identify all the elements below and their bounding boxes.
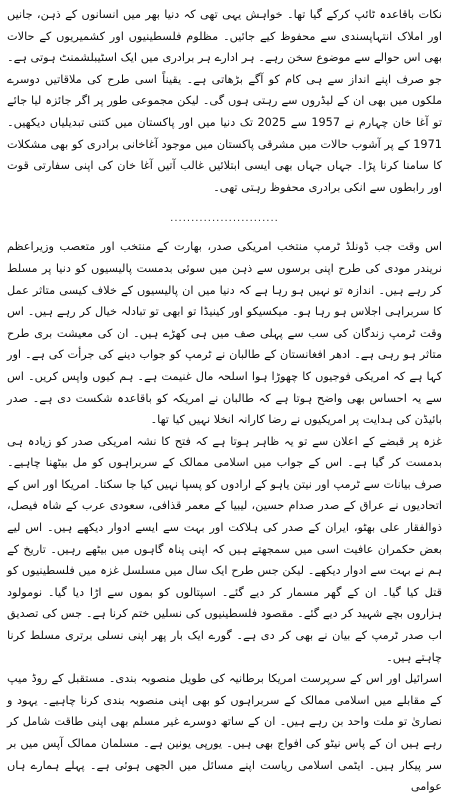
article-section-two (7, 236, 442, 797)
paragraph-aga-khan-legacy: نکات باقاعدہ ٹائپ کرکے گیا تھا۔ خواہش یہی تھی کہ دنیا بھر میں انسانوں کے ذہن، جانیں اور املاک انتہاپسندی سے محفوظ کیے جائیں۔ مظلوم فلسطینیوں اور کشمیریوں کے حالات بھی اس حوالے سے موضوع سخن رہے۔ ہر ادارے ہر برادری میں ایک اسٹیبلشمنٹ ہوتی ہے۔ جو صرف اپنے انداز سے ہی کام کو آگے بڑھاتی ہے۔ یقیناً اسی طرح کی ملاقاتیں دوسرے ملکوں میں بھی ان کے لیڈروں سے رہتی ہوں گی۔ لیکن مجموعی طور پر اگر جائزہ لیا جائے تو آغا خان چہارم نے 1957 سے 2025 تک دنیا میں اور پاکستان میں کتنی تبدیلیاں دیکھیں۔ 1971 کے پر آشوب حالات میں مشرقی پاکستان میں موجود آغاخانی برادری کو بھی مشکلات کا سامنا کرنا پڑا۔ جہاں جہاں بھی ایسی ابتلائیں غالب آتیں آغا خان کی اپنی سفارتی قوت اور رابطوں سے انکی برادری محفوظ رہتی تھی۔ (7, 8, 442, 194)
paragraph-islamic-unity: اسرائیل اور اس کے سرپرست امریکا برطانیہ کی طویل منصوبہ بندی۔ مستقبل کے روڈ میپ کے مقابلے میں اسلامی ممالک کے سربراہوں کو بھی اپنی منصوبہ بندی کرنا چاہیے۔ یہود و نصاریٰ تو ملت واحد بن رہے ہیں۔ ان کے ساتھ دوسرے غیر مسلم بھی اپنی طاقت شامل کر رہے ہیں ان کے پاس نیٹو کی افواج بھی ہیں۔ یورپی یونین ہے۔ مسلمان ممالک آپس میں بر سر پیکار ہیں۔ ایٹمی اسلامی ریاست اپنے مسائل میں الجھی ہوئی ہے۔ پہلے ہمارے ہاں عوامی (7, 672, 442, 794)
paragraph-gaza-occupation: غزہ پر قبضے کے اعلان سے تو یہ ظاہر ہوتا ہے کہ فتح کا نشہ امریکی صدر کو زیادہ ہی بدمست کر گیا ہے۔ اس کے جواب میں اسلامی ممالک کے سربراہوں کو مل بیٹھنا چاہیے۔ صرف بیانات سے ٹرمپ اور نیتن یاہو کے ارادوں کو پسپا نہیں کیا جا سکتا۔ امریکا اور اس کے اتحادیوں نے عراق کے صدر صدام حسین، لیبیا کے معمر قذافی، سعودی عرب کے شاہ فیصل، ذوالفقار علی بھٹو، ایران کے صدر کی ہلاکت اور بہت سے ایسے ادوار دیکھے ہیں۔ اس لیے بعض حکمران عافیت اسی میں سمجھتے ہیں کہ اپنی پناہ گاہوں میں بیٹھے رہیں۔ تاریخ کے ہم نے بہت سے ادوار دیکھے۔ لیکن جس طرح ایک سال میں مسلسل غزہ میں فلسطینیوں کو قتل کیا گیا۔ ان کے گھر مسمار کر دیے گئے۔ اسپتالوں کو بموں سے اڑا دیا گیا۔ نومولود ہزاروں بچے شہید کر دیے گئے۔ مقصود فلسطینیوں کی نسلیں ختم کرنا ہے۔ جس کی تصدیق اب صدر ٹرمپ کے بیان نے بھی کر دی ہے۔ گورے ایک بار پھر اپنی نسلی برتری مسلط کرنا چاہتے ہیں۔ (7, 434, 442, 664)
paragraph-trump-policies: اس وقت جب ڈونلڈ ٹرمپ منتخب امریکی صدر، بھارت کے منتخب اور متعصب وزیراعظم نریندر مودی کی طرح اپنی برسوں سے ذہن میں سوئی بدمست پالیسیوں کو دنیا پر مسلط کر رہے ہیں۔ اندازہ تو نہیں ہو رہا ہے کہ دنیا میں ان پالیسیوں کے خلاف کیسی متاثر عمل کا سربراہی اجلاس ہو رہا ہو۔ میکسیکو اور کینیڈا تو ابھی تو تبادلہ خیال کر رہے ہیں۔ اس وقت ٹرمپ زندگان کی سب سے پہلی صف میں ہی کھڑے ہیں۔ ان کی معیشت بری طرح متاثر ہو رہی ہے۔ ادھر افغانستان کے طالبان نے ٹرمپ کو جواب دینے کی جرأت کی ہے۔ اور کہا ہے کہ امریکی فوجیوں کا چھوڑا ہوا اسلحہ مال غنیمت ہے۔ ہم کیوں واپس کریں۔ اس سے یہ احساس بھی واضح ہوتا ہے کہ طالبان نے امریکہ کو باقاعدہ شکست دی ہے۔ صدر بائیڈن کی ہدایت پر امریکیوں نے رضا کارانہ انخلا نہیں کیا تھا۔ (7, 240, 442, 427)
article-section-one (7, 4, 442, 198)
section-separator: .......................... (170, 213, 279, 225)
